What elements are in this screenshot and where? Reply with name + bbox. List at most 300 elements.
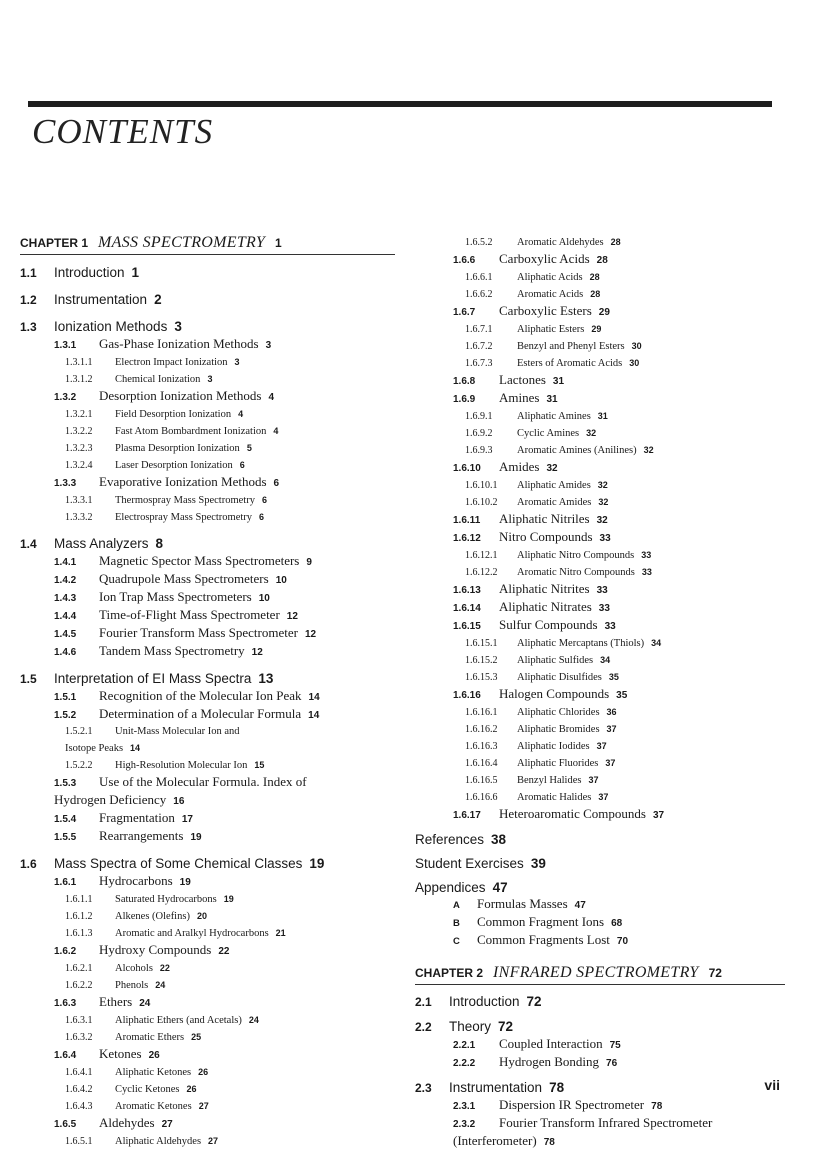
entry-title: (Interferometer) [453, 1133, 537, 1148]
toc-subsubsection[interactable] [20, 960, 395, 977]
toc-subsection[interactable] [415, 1054, 785, 1072]
entry-title: Aliphatic Ketones [115, 1067, 192, 1078]
toc-subsubsection[interactable] [415, 755, 785, 772]
entry-page-number: 33 [641, 550, 652, 560]
entry-title: Aliphatic Amines [517, 411, 591, 422]
toc-subsubsection[interactable] [20, 1133, 395, 1150]
entry-page-number: 19 [190, 832, 202, 843]
toc-subsection[interactable] [415, 303, 785, 321]
toc-appendix[interactable] [415, 896, 785, 914]
entry-title: Aromatic Acids [517, 289, 584, 300]
toc-subsection[interactable] [20, 589, 395, 607]
toc-section[interactable] [20, 855, 395, 873]
entry-number: 1.6.4.3 [65, 1101, 93, 1112]
entry-page-number: 36 [606, 707, 617, 717]
entry-number: 1.1 [20, 266, 37, 280]
toc-subsubsection[interactable] [415, 234, 785, 251]
toc-subsection[interactable] [415, 581, 785, 599]
toc-top-entry[interactable] [415, 831, 785, 848]
entry-number: 1.5.2.2 [65, 760, 93, 771]
entry-page-number: 28 [596, 255, 608, 266]
entry-title: Aliphatic Chlorides [517, 707, 600, 718]
entry-number: 1.6.4.2 [65, 1084, 93, 1095]
entry-number: 1.3 [20, 320, 37, 334]
entry-number: 1.6.5.2 [465, 237, 493, 248]
toc-subsubsection[interactable] [415, 425, 785, 442]
entry-page-number: 29 [598, 307, 610, 318]
entry-title: Tandem Mass Spectrometry [99, 643, 245, 658]
entry-page-number: 33 [604, 621, 616, 632]
toc-subsubsection[interactable] [20, 1064, 395, 1081]
entry-number: 2.3.2 [453, 1119, 476, 1130]
entry-title: Electrospray Mass Spectrometry [115, 512, 253, 523]
toc-subsection[interactable] [415, 1115, 785, 1133]
entry-title: Alcohols [115, 963, 153, 974]
entry-page-number: 10 [258, 593, 270, 604]
entry-number: 2.3.1 [453, 1101, 476, 1112]
entry-title: Instrumentation [54, 292, 148, 307]
entry-number: 1.6.5 [54, 1119, 77, 1130]
entry-title: Mass Analyzers [54, 536, 149, 551]
entry-number: 2.1 [415, 995, 432, 1009]
entry-page-number: 4 [238, 409, 244, 419]
toc-subsection[interactable] [415, 1133, 785, 1151]
entry-title: INFRARED SPECTROMETRY [493, 964, 699, 981]
entry-title: Determination of a Molecular Formula [99, 706, 302, 721]
toc-section[interactable] [20, 264, 395, 282]
entry-number: CHAPTER 1 [20, 236, 89, 250]
entry-page-number: 26 [148, 1050, 160, 1061]
entry-number: 1.6.12 [453, 533, 481, 544]
toc-subsubsection[interactable] [415, 704, 785, 721]
toc-subsection[interactable] [20, 828, 395, 846]
toc-appendix[interactable] [415, 932, 785, 950]
entry-page-number: 34 [600, 655, 611, 665]
entry-page-number: 29 [591, 324, 602, 334]
toc-subsection[interactable] [20, 942, 395, 960]
toc-subsubsection[interactable] [415, 321, 785, 338]
entry-title: Electron Impact Ionization [115, 357, 228, 368]
entry-number: 1.3.1 [54, 340, 77, 351]
toc-subsubsection[interactable] [415, 669, 785, 686]
entry-title: Alkenes (Olefins) [115, 911, 190, 922]
toc-section[interactable] [415, 993, 785, 1011]
entry-number: 1.6.1.3 [65, 928, 93, 939]
toc-subsection[interactable] [415, 511, 785, 529]
entry-title: Magnetic Spector Mass Spectrometers [99, 553, 300, 568]
toc-subsection[interactable] [415, 686, 785, 704]
entry-page-number: 35 [608, 672, 619, 682]
entry-page-number: 31 [597, 411, 608, 421]
entry-title: Phenols [115, 980, 149, 991]
entry-title: Fourier Transform Infrared Spectrometer [499, 1115, 713, 1130]
entry-number: 1.6.4 [54, 1050, 77, 1061]
toc-right-column [415, 234, 785, 1151]
entry-title: High-Resolution Molecular Ion [115, 760, 248, 771]
toc-subsubsection[interactable] [20, 354, 395, 371]
toc-subsubsection[interactable] [20, 977, 395, 994]
entry-page-number: 75 [609, 1040, 621, 1051]
entry-number: 1.6.8 [453, 376, 476, 387]
entry-number: 1.3.3 [54, 478, 77, 489]
entry-number: 1.6.3.2 [65, 1032, 93, 1043]
entry-title: Ionization Methods [54, 319, 168, 334]
entry-page-number: 13 [258, 671, 274, 686]
entry-number: 2.3 [415, 1081, 432, 1095]
entry-number: 1.6.16.3 [465, 741, 498, 752]
entry-page-number: 14 [308, 710, 320, 721]
entry-number: 1.6.10 [453, 463, 481, 474]
entry-page-number: 37 [606, 724, 617, 734]
entry-number: 2.2.1 [453, 1040, 476, 1051]
toc-subsection[interactable] [415, 599, 785, 617]
entry-title: Hydrogen Bonding [499, 1054, 600, 1069]
entry-title: Hydrocarbons [99, 873, 173, 888]
entry-page-number: 37 [588, 775, 599, 785]
entry-page-number: 32 [586, 428, 597, 438]
entry-title: Rearrangements [99, 828, 184, 843]
entry-number: 1.4.5 [54, 629, 77, 640]
entry-page-number: 32 [643, 445, 654, 455]
toc-section[interactable] [415, 1018, 785, 1036]
entry-title: Aliphatic Ethers (and Acetals) [115, 1015, 242, 1026]
entry-number: 1.6.7.3 [465, 358, 493, 369]
entry-number: 1.6.2.2 [65, 980, 93, 991]
entry-number: 1.6.16.1 [465, 707, 498, 718]
toc-subsubsection[interactable] [20, 908, 395, 925]
toc-subsection[interactable] [20, 994, 395, 1012]
entry-page-number: 78 [543, 1137, 555, 1148]
entry-title: Aliphatic Disulfides [517, 672, 602, 683]
toc-left-column [20, 234, 395, 1150]
entry-page-number: 10 [275, 575, 287, 586]
entry-page-number: 37 [652, 810, 665, 821]
entry-title: Ion Trap Mass Spectrometers [99, 589, 252, 604]
entry-page-number: 4 [273, 426, 279, 436]
toc-section[interactable] [20, 291, 395, 309]
toc-subsubsection[interactable] [415, 269, 785, 286]
entry-title: Carboxylic Acids [499, 251, 590, 266]
toc-subsubsection[interactable] [20, 509, 395, 526]
entry-title: Hydroxy Compounds [99, 942, 212, 957]
entry-page-number: 14 [130, 743, 141, 753]
entry-number: 1.6.7.1 [465, 324, 493, 335]
toc-subsection[interactable] [20, 810, 395, 828]
entry-title: Sulfur Compounds [499, 617, 598, 632]
entry-number: 1.3.2.3 [65, 443, 93, 454]
entry-title: Aromatic and Aralkyl Hydrocarbons [115, 928, 269, 939]
entry-title: Aromatic Halides [517, 792, 592, 803]
toc-subsection[interactable] [20, 571, 395, 589]
entry-page-number: 30 [629, 358, 640, 368]
toc-subsection[interactable] [415, 251, 785, 269]
toc-subsection[interactable] [20, 607, 395, 625]
entry-title: Aliphatic Sulfides [517, 655, 594, 666]
entry-title: Aliphatic Nitro Compounds [517, 550, 635, 561]
entry-page-number: 70 [616, 936, 629, 947]
entry-title: Aromatic Nitro Compounds [517, 567, 635, 578]
entry-page-number: 24 [139, 998, 151, 1009]
entry-page-number: 35 [616, 690, 628, 701]
entry-title: Common Fragment Ions [477, 914, 605, 929]
entry-page-number: 6 [259, 512, 265, 522]
entry-number: 1.3.2 [54, 392, 77, 403]
toc-subsubsection[interactable] [20, 891, 395, 908]
entry-title: Aromatic Amines (Anilines) [517, 445, 637, 456]
entry-number: 1.3.3.1 [65, 495, 93, 506]
entry-title: Aromatic Amides [517, 497, 592, 508]
entry-number: 2.2.2 [453, 1058, 476, 1069]
toc-subsubsection[interactable] [415, 408, 785, 425]
entry-number: 1.4.4 [54, 611, 77, 622]
toc-subsubsection[interactable] [20, 757, 395, 774]
entry-title: Introduction [449, 994, 520, 1009]
toc-section[interactable] [415, 1079, 785, 1097]
toc-subsection[interactable] [415, 806, 785, 824]
toc-subsubsection[interactable] [415, 338, 785, 355]
entry-page-number: 37 [598, 792, 609, 802]
toc-subsubsection[interactable] [20, 440, 395, 457]
entry-title: Aliphatic Aldehydes [115, 1136, 202, 1147]
entry-page-number: 68 [611, 918, 623, 929]
entry-number: 1.5.3 [54, 778, 77, 789]
toc-subsubsection[interactable] [415, 789, 785, 806]
entry-page-number: 27 [198, 1101, 209, 1111]
entry-number: 1.6.16 [453, 690, 481, 701]
entry-page-number: 5 [246, 443, 252, 453]
entry-title: Saturated Hydrocarbons [115, 894, 217, 905]
toc-subsection[interactable] [415, 459, 785, 477]
entry-page-number: 38 [491, 832, 507, 847]
entry-title: Heteroaromatic Compounds [499, 806, 646, 821]
entry-page-number: 39 [530, 856, 546, 871]
entry-title: Benzyl and Phenyl Esters [517, 341, 625, 352]
chapter-heading[interactable] [20, 234, 395, 255]
toc-subsubsection[interactable] [20, 492, 395, 509]
entry-page-number: 3 [234, 357, 240, 367]
entry-number: 1.6.11 [453, 515, 481, 526]
toc-subsection[interactable] [415, 1097, 785, 1115]
toc-subsection[interactable] [415, 617, 785, 635]
entry-title: Fragmentation [99, 810, 175, 825]
toc-subsubsection[interactable] [20, 1081, 395, 1098]
toc-subsection[interactable] [415, 529, 785, 547]
toc-subsubsection[interactable] [415, 564, 785, 581]
entry-title: Instrumentation [449, 1080, 543, 1095]
toc-subsection[interactable] [20, 553, 395, 571]
entry-page-number: 15 [254, 760, 265, 770]
entry-number: 1.6.2.1 [65, 963, 93, 974]
entry-number: 1.6.9 [453, 394, 476, 405]
toc-subsection[interactable] [20, 1115, 395, 1133]
toc-section[interactable] [20, 670, 395, 688]
entry-page-number: 28 [610, 237, 621, 247]
entry-number: 1.5.1 [54, 692, 77, 703]
entry-page-number: 21 [275, 928, 286, 938]
toc-top-entry[interactable] [415, 879, 785, 896]
entry-number: 1.6.15.1 [465, 638, 498, 649]
entry-page-number: 14 [308, 692, 320, 703]
entry-title: Amides [499, 459, 540, 474]
toc-subsubsection[interactable] [415, 477, 785, 494]
toc-subsection[interactable] [20, 336, 395, 354]
toc-appendix[interactable] [415, 914, 785, 932]
toc-subsection[interactable] [20, 792, 395, 810]
entry-number: 1.6.9.2 [465, 428, 493, 439]
toc-subsection[interactable] [20, 706, 395, 724]
toc-subsubsection[interactable] [415, 721, 785, 738]
toc-subsection[interactable] [415, 1036, 785, 1054]
toc-subsubsection[interactable] [20, 1012, 395, 1029]
entry-number: 1.6.6.2 [465, 289, 493, 300]
entry-number: 1.6.6.1 [465, 272, 493, 283]
entry-title: Plasma Desorption Ionization [115, 443, 240, 454]
page-folio: vii [764, 1077, 780, 1093]
toc-subsection[interactable] [20, 625, 395, 643]
toc-subsection[interactable] [20, 688, 395, 706]
toc-subsubsection[interactable] [415, 547, 785, 564]
entry-title: Aliphatic Bromides [517, 724, 600, 735]
entry-title: Unit-Mass Molecular Ion and [115, 726, 240, 737]
toc-subsubsection[interactable] [20, 1029, 395, 1046]
entry-title: Thermospray Mass Spectrometry [115, 495, 255, 506]
toc-subsubsection[interactable] [415, 442, 785, 459]
toc-subsubsection[interactable] [415, 652, 785, 669]
toc-subsubsection[interactable] [20, 457, 395, 474]
entry-title: Chemical Ionization [115, 374, 201, 385]
entry-page-number: 24 [248, 1015, 259, 1025]
toc-subsection[interactable] [20, 474, 395, 492]
entry-number: 1.6.9.1 [465, 411, 493, 422]
entry-page-number: 22 [218, 946, 230, 957]
entry-page-number: 33 [598, 603, 610, 614]
entry-number: 1.3.2.4 [65, 460, 93, 471]
entry-page-number: 37 [596, 741, 607, 751]
entry-number: 1.6.9.3 [465, 445, 493, 456]
entry-title: Evaporative Ionization Methods [99, 474, 267, 489]
entry-number: 1.5.2.1 [65, 726, 93, 737]
entry-page-number: 6 [261, 495, 267, 505]
entry-number: 1.5 [20, 672, 37, 686]
entry-page-number: 6 [239, 460, 245, 470]
entry-title: MASS SPECTROMETRY [98, 234, 266, 251]
toc-subsubsection[interactable] [415, 286, 785, 303]
toc-subsection[interactable] [20, 1046, 395, 1064]
entry-title: Formulas Masses [477, 896, 568, 911]
entry-title: Student Exercises [415, 856, 524, 871]
entry-title: Mass Spectra of Some Chemical Classes [54, 856, 303, 871]
entry-number: 1.6.3 [54, 998, 77, 1009]
toc-subsection[interactable] [20, 774, 395, 792]
entry-title: Cyclic Ketones [115, 1084, 180, 1095]
toc-subsection[interactable] [20, 388, 395, 406]
entry-title: Esters of Aromatic Acids [517, 358, 623, 369]
entry-number: 1.4.1 [54, 557, 77, 568]
toc-subsubsection[interactable] [20, 423, 395, 440]
toc-section[interactable] [20, 535, 395, 553]
entry-page-number: 26 [186, 1084, 197, 1094]
entry-page-number: 17 [181, 814, 193, 825]
entry-page-number: 78 [549, 1080, 565, 1095]
toc-subsection[interactable] [20, 873, 395, 891]
entry-title: Gas-Phase Ionization Methods [99, 336, 259, 351]
entry-page-number: 4 [268, 392, 275, 403]
toc-subsection[interactable] [415, 390, 785, 408]
toc-section[interactable] [20, 318, 395, 336]
entry-number: 1.6.10.2 [465, 497, 498, 508]
entry-page-number: 19 [223, 894, 234, 904]
entry-page-number: 72 [498, 1019, 514, 1034]
entry-title: Desorption Ionization Methods [99, 388, 262, 403]
toc-subsection[interactable] [20, 643, 395, 661]
entry-number: 1.6.7 [453, 307, 476, 318]
entry-page-number: 37 [605, 758, 616, 768]
entry-number: 1.6.4.1 [65, 1067, 93, 1078]
entry-number: B [453, 918, 460, 929]
entry-number: 1.5.2 [54, 710, 77, 721]
entry-title: Interpretation of EI Mass Spectra [54, 671, 252, 686]
entry-number: 1.6.6 [453, 255, 476, 266]
entry-page-number: 9 [306, 557, 312, 568]
entry-number: 1.4.2 [54, 575, 77, 586]
toc-top-entry[interactable] [415, 855, 785, 872]
toc-subsection[interactable] [415, 372, 785, 390]
entry-title: Halogen Compounds [499, 686, 610, 701]
entry-title: Dispersion IR Spectrometer [499, 1097, 645, 1112]
entry-number: 1.6.13 [453, 585, 481, 596]
entry-page-number: 26 [198, 1067, 209, 1077]
entry-page-number: 19 [309, 856, 325, 871]
entry-number: 1.3.1.2 [65, 374, 93, 385]
toc-subsubsection[interactable] [415, 635, 785, 652]
entry-title: Aliphatic Nitrites [499, 581, 590, 596]
entry-number: 1.6.16.4 [465, 758, 498, 769]
entry-number: A [453, 900, 460, 911]
entry-page-number: 31 [546, 394, 558, 405]
toc-subsubsection[interactable] [20, 740, 395, 757]
entry-number: 1.3.2.1 [65, 409, 93, 420]
toc-subsubsection[interactable] [20, 371, 395, 388]
entry-page-number: 28 [590, 289, 601, 299]
chapter-heading[interactable] [415, 964, 785, 985]
toc-subsubsection[interactable] [20, 925, 395, 942]
entry-page-number: 6 [273, 478, 280, 489]
entry-number: 1.6.15.3 [465, 672, 498, 683]
entry-title: Aliphatic Iodides [517, 741, 590, 752]
toc-subsubsection[interactable] [415, 494, 785, 511]
entry-page-number: 76 [606, 1058, 618, 1069]
toc-subsubsection[interactable] [415, 355, 785, 372]
toc-subsubsection[interactable] [20, 1098, 395, 1115]
toc-subsubsection[interactable] [20, 724, 395, 740]
entry-number: 1.6.1.2 [65, 911, 93, 922]
entry-number: 1.3.3.2 [65, 512, 93, 523]
entry-number: 1.6.3.1 [65, 1015, 93, 1026]
entry-number: 1.4.3 [54, 593, 77, 604]
entry-page-number: 3 [207, 374, 213, 384]
toc-subsubsection[interactable] [415, 772, 785, 789]
entry-page-number: 47 [492, 880, 508, 895]
entry-number: 1.6.2 [54, 946, 77, 957]
entry-page-number: 34 [651, 638, 662, 648]
entry-title: Amines [499, 390, 540, 405]
toc-subsubsection[interactable] [20, 406, 395, 423]
entry-title: Introduction [54, 265, 125, 280]
entry-page-number: 33 [641, 567, 652, 577]
header-rule [28, 101, 772, 107]
toc-subsubsection[interactable] [415, 738, 785, 755]
entry-number: 1.6.14 [453, 603, 481, 614]
